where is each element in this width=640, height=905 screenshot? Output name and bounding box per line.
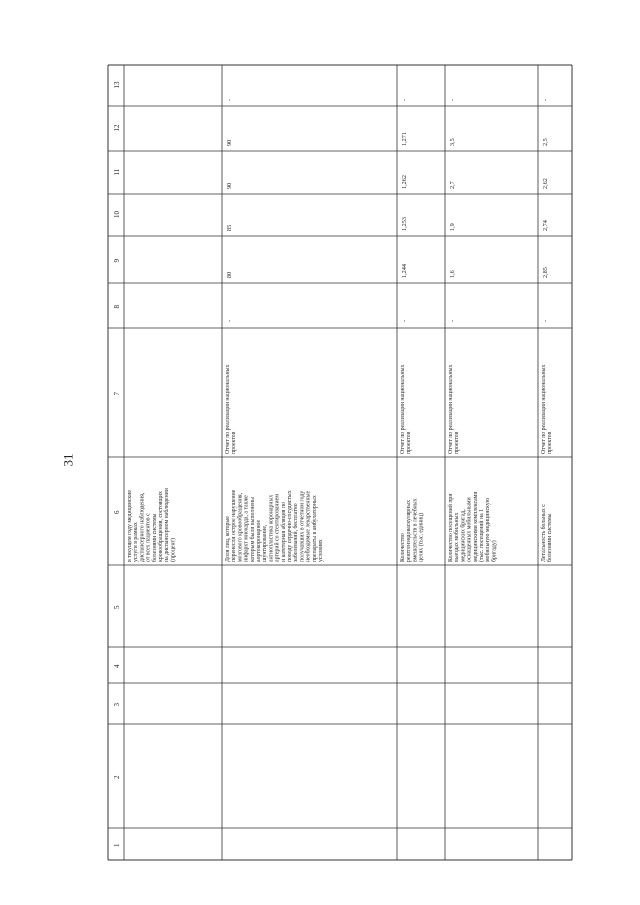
column-number: 6 bbox=[113, 510, 121, 514]
cell-col10: 2,74 bbox=[542, 220, 549, 231]
cell-col8: - bbox=[542, 319, 549, 322]
row-source-text bbox=[541, 365, 553, 454]
cell-col8: - bbox=[449, 319, 456, 322]
cell-line: условиях bbox=[318, 539, 324, 562]
cell-line: Летальность больных с bbox=[541, 504, 547, 562]
row-source-text bbox=[225, 365, 237, 454]
cell-col12: 90 bbox=[226, 139, 233, 146]
column-number: 2 bbox=[113, 775, 121, 779]
row-indicator-text bbox=[540, 504, 553, 562]
cell-line: (процент) bbox=[170, 537, 177, 562]
cell-line: которым были выполнены bbox=[249, 496, 256, 562]
cell-line: Доля лиц, которые bbox=[225, 516, 231, 562]
cell-col11: 2,62 bbox=[542, 178, 549, 189]
cell-line: кровообращения, состоящих bbox=[158, 491, 164, 562]
cell-line: проектов bbox=[547, 431, 554, 454]
row-source-text bbox=[400, 365, 412, 454]
cell-line: проектов bbox=[231, 431, 238, 454]
cell-line: ангиопластика коронарных bbox=[268, 494, 275, 562]
cell-line: мобильную медицинскую bbox=[485, 498, 492, 562]
column-number: 8 bbox=[113, 305, 121, 309]
column-number: 13 bbox=[113, 81, 121, 89]
cell-line: необходимые лекарственные bbox=[305, 490, 312, 562]
column-number: 4 bbox=[113, 664, 121, 668]
cell-line: бригаду) bbox=[491, 540, 498, 562]
cell-line: выездах мобильных bbox=[454, 512, 461, 562]
cell-line: диспансерного наблюдения, bbox=[139, 492, 146, 562]
cell-col10: 1,9 bbox=[449, 223, 456, 231]
cell-col9: 80 bbox=[226, 271, 233, 278]
cell-line: в текущем году медицинские bbox=[127, 490, 133, 562]
cell-line: Отчет по реализации национальных bbox=[541, 364, 547, 454]
cell-col12: 3,5 bbox=[449, 138, 456, 146]
row-indicator-text bbox=[127, 488, 176, 562]
row-indicator-text bbox=[447, 492, 497, 562]
cell-line: болезнями системы bbox=[151, 513, 158, 562]
column-number: 7 bbox=[113, 392, 121, 396]
cell-line: болезнями системы bbox=[547, 513, 554, 562]
cell-line: Отчет по реализации национальных bbox=[448, 364, 454, 454]
cell-col10: 1,253 bbox=[401, 217, 408, 231]
cell-col13: - bbox=[542, 98, 549, 101]
cell-line: Количество bbox=[400, 533, 406, 562]
column-number: 12 bbox=[113, 124, 121, 132]
cell-line: медицинских бригад, bbox=[460, 509, 467, 562]
cell-line: проектов bbox=[406, 431, 413, 454]
cell-line: Отчет по реализации национальных bbox=[225, 364, 231, 454]
column-number: 9 bbox=[113, 259, 121, 263]
cell-line: получавших в отчетном году bbox=[299, 490, 306, 562]
column-number: 3 bbox=[113, 703, 121, 707]
cell-line: (тыс. посещений на 1 bbox=[479, 508, 485, 562]
cell-line: Отчет по реализации национальных bbox=[400, 364, 406, 454]
row-indicator-text bbox=[400, 498, 425, 562]
cell-col8: - bbox=[226, 319, 233, 322]
column-number: 5 bbox=[113, 605, 121, 609]
cell-line: Количество посещений при bbox=[448, 493, 454, 562]
cell-col13: - bbox=[226, 98, 233, 101]
cell-col9: 1,244 bbox=[401, 264, 408, 278]
cell-col11: 2,7 bbox=[449, 181, 456, 189]
cell-col11: 1,262 bbox=[401, 175, 408, 189]
cell-col10: 85 bbox=[226, 224, 233, 231]
cell-col11: 90 bbox=[226, 182, 233, 189]
row-indicator-text bbox=[225, 489, 324, 562]
cell-col8: - bbox=[401, 319, 408, 322]
cell-line: медицинскими комплексами bbox=[472, 491, 479, 562]
column-number: 11 bbox=[113, 168, 121, 176]
cell-line: заболеваний, бесплатно bbox=[293, 503, 300, 562]
cell-line: от всех пациентов с bbox=[145, 513, 152, 562]
cell-line: и катетерная абляция по bbox=[280, 502, 287, 562]
cell-col13: - bbox=[449, 98, 456, 101]
column-number: 1 bbox=[113, 843, 121, 847]
cell-col13: - bbox=[401, 98, 408, 101]
cell-line: инфаркт миокарда, а также bbox=[243, 495, 250, 562]
cell-line: на диспансерном наблюдении bbox=[164, 488, 171, 562]
cell-line: рентгенэндоваскулярных bbox=[406, 499, 413, 562]
cell-line: поводу сердечно-сосудистых bbox=[287, 490, 293, 562]
cell-col9: 2,85 bbox=[542, 267, 549, 278]
column-number: 10 bbox=[113, 211, 121, 218]
cell-col12: 2,5 bbox=[542, 138, 549, 146]
cell-line: оснащенных мобильными bbox=[466, 497, 473, 562]
cell-col12: 1,271 bbox=[401, 132, 408, 146]
cell-col9: 1,6 bbox=[449, 270, 456, 278]
cell-line: услуги в рамках bbox=[133, 522, 140, 562]
page-number: 31 bbox=[60, 453, 76, 467]
cell-line: препараты в амбулаторных bbox=[311, 495, 318, 562]
cell-line: артерий со стентированием bbox=[274, 494, 281, 562]
cell-line: перенесли острое нарушение bbox=[231, 489, 238, 562]
cell-line: шунтирование, bbox=[262, 524, 269, 562]
cell-line: аортокоронарное bbox=[256, 519, 262, 562]
row-source-text bbox=[448, 365, 460, 454]
cell-line: целях (тыс. единиц) bbox=[418, 512, 425, 562]
cell-line: мозгового кровообращения, bbox=[237, 492, 244, 562]
cell-line: проектов bbox=[454, 431, 461, 454]
cell-line: вмешательств в лечебных bbox=[412, 498, 419, 562]
